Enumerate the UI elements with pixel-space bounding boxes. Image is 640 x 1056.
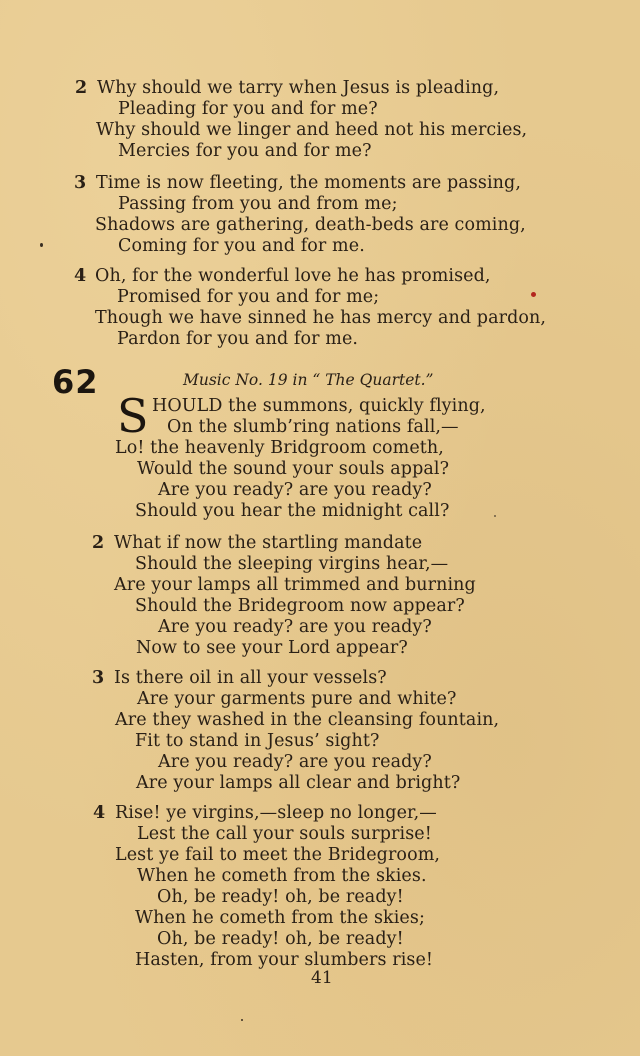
- verse-line: When he cometh from the skies.: [137, 866, 427, 886]
- verse-line: Though we have sinned he has mercy and pardon,: [95, 308, 547, 328]
- verse-line: Are you ready? are you ready?: [158, 752, 432, 772]
- drop-cap: S: [117, 389, 149, 443]
- verse-line: Pardon for you and for me.: [117, 329, 359, 349]
- verse-line: Should the sleeping virgins hear,—: [135, 554, 449, 574]
- verse-line: Are you ready? are you ready?: [158, 617, 432, 637]
- verse-line: Now to see your Lord appear?: [136, 638, 408, 658]
- verse-line: Lo! the heavenly Bridgroom cometh,: [115, 438, 444, 458]
- verse-line: Coming for you and for me.: [118, 236, 365, 256]
- verse-line: Oh, be ready! oh, be ready!: [157, 887, 404, 907]
- ink-speck: [241, 1019, 243, 1021]
- verse-line: Are your lamps all trimmed and burning: [114, 575, 476, 595]
- music-reference: Music No. 19 in “ The Quartet.”: [183, 371, 434, 389]
- verse-line: HOULD the summons, quickly flying,: [152, 396, 486, 416]
- verse-line: Rise! ye virgins,—sleep no longer,—: [115, 803, 437, 823]
- verse-line: Mercies for you and for me?: [118, 141, 372, 161]
- verse-line: Pleading for you and for me?: [118, 99, 378, 119]
- verse-line: Why should we tarry when Jesus is pleading,: [97, 78, 500, 98]
- verse-line: Passing from you and from me;: [118, 194, 398, 214]
- verse-line: Are your lamps all clear and bright?: [136, 773, 461, 793]
- verse-number: 4: [74, 266, 87, 286]
- verse-number: 3: [74, 173, 87, 193]
- verse-number: 2: [92, 533, 105, 553]
- verse-line: Is there oil in all your vessels?: [114, 668, 387, 688]
- verse-line: Are you ready? are you ready?: [158, 480, 432, 500]
- verse-line: Are they washed in the cleansing fountain,: [115, 710, 500, 730]
- verse-line: Fit to stand in Jesus’ sight?: [135, 731, 380, 751]
- verse-number: 3: [92, 668, 105, 688]
- verse-line: Should you hear the midnight call?: [135, 501, 450, 521]
- page-number: 41: [311, 968, 333, 988]
- verse-line: Are your garments pure and white?: [137, 689, 457, 709]
- verse-line: Promised for you and for me;: [117, 287, 380, 307]
- verse-line: What if now the startling mandate: [114, 533, 423, 553]
- verse-number: 4: [93, 803, 106, 823]
- verse-line: Should the Bridegroom now appear?: [135, 596, 465, 616]
- hymn-number: 62: [52, 363, 99, 401]
- verse-line: Why should we linger and heed not his mercies,: [96, 120, 528, 140]
- verse-line: Shadows are gathering, death-beds are coming,: [95, 215, 526, 235]
- verse-line: On the slumb’ring nations fall,—: [167, 417, 459, 437]
- verse-line: When he cometh from the skies;: [135, 908, 425, 928]
- ink-speck: [40, 243, 43, 247]
- ink-speck: [494, 515, 496, 517]
- verse-line: Oh, for the wonderful love he has promised,: [95, 266, 491, 286]
- verse-line: Time is now fleeting, the moments are passing,: [96, 173, 521, 193]
- verse-line: Lest the call your souls surprise!: [137, 824, 432, 844]
- verse-number: 2: [75, 78, 88, 98]
- red-ink-speck: [531, 292, 536, 297]
- verse-line: Hasten, from your slumbers rise!: [135, 950, 434, 970]
- verse-line: Would the sound your souls appal?: [137, 459, 450, 479]
- verse-line: Oh, be ready! oh, be ready!: [157, 929, 404, 949]
- verse-line: Lest ye fail to meet the Bridegroom,: [115, 845, 441, 865]
